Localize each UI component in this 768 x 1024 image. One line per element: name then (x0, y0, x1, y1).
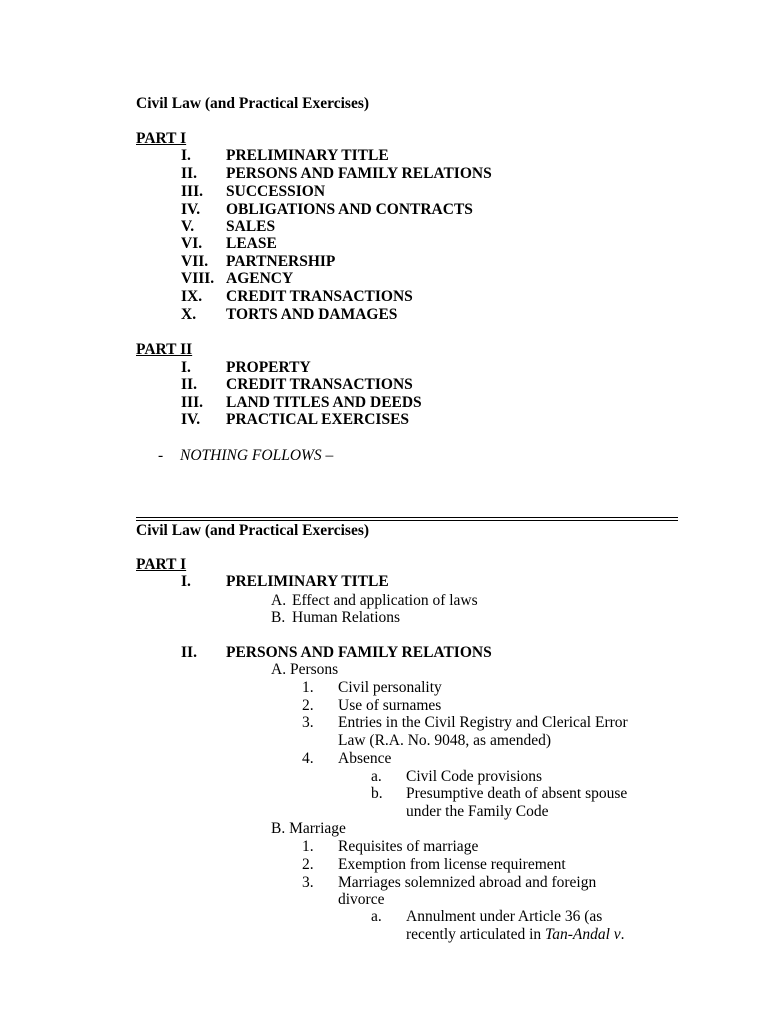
subsection-text: Effect and application of laws (292, 592, 478, 609)
subitem-letter: a. (371, 908, 382, 925)
outline-title: Civil Law (and Practical Exercises) (136, 95, 370, 112)
list-item-text: PARTNERSHIP (226, 253, 336, 270)
list-item-num: IX. (181, 288, 203, 305)
list-item-num: VII. (181, 253, 209, 270)
item-text: Entries in the Civil Registry and Clerical Error (338, 714, 628, 731)
subsection-label: A. Persons (271, 661, 339, 678)
section-heading: PRELIMINARY TITLE (226, 573, 389, 590)
item-text-continued: Law (R.A. No. 9048, as amended) (338, 732, 552, 749)
list-item-num: III. (181, 183, 203, 200)
list-item-text: CREDIT TRANSACTIONS (226, 376, 413, 393)
subsection-label: B. Marriage (271, 820, 346, 837)
list-item-num: X. (181, 306, 197, 323)
list-item-num: VI. (181, 235, 203, 252)
subitem-text-continued (406, 926, 625, 944)
list-item-num: IV. (181, 411, 201, 428)
section-num: II. (181, 644, 197, 661)
item-text: Absence (338, 750, 392, 767)
detail-title: Civil Law (and Practical Exercises) (136, 522, 370, 539)
subitem-text: Annulment under Article 36 (as (406, 908, 603, 925)
section-num: I. (181, 573, 191, 590)
list-item-text: LEASE (226, 235, 277, 252)
list-item-num: II. (181, 165, 197, 182)
list-item-text: AGENCY (226, 270, 294, 287)
subitem-letter: a. (371, 768, 382, 785)
item-num: 1. (302, 679, 314, 696)
subitem-text-plain: recently articulated in (406, 926, 546, 943)
outline-part2-label: PART II (136, 341, 193, 358)
list-item-text: SALES (226, 218, 276, 235)
list-item-text: PRACTICAL EXERCISES (226, 411, 410, 428)
subitem-text-end: . (620, 926, 625, 943)
list-item-num: I. (181, 147, 191, 164)
subitem-text-continued: under the Family Code (406, 803, 549, 820)
item-text: Exemption from license requirement (338, 856, 566, 873)
end-dash: - (158, 447, 164, 464)
list-item-num: II. (181, 376, 197, 393)
list-item-text: PRELIMINARY TITLE (226, 147, 389, 164)
list-item-text: PERSONS AND FAMILY RELATIONS (226, 165, 492, 182)
list-item-num: III. (181, 394, 203, 411)
subitem-letter: b. (371, 785, 383, 802)
case-name: Tan-Andal v (545, 926, 621, 943)
nothing-follows-note: NOTHING FOLLOWS – (180, 447, 334, 464)
item-text: Use of surnames (338, 697, 442, 714)
item-text: Civil personality (338, 679, 442, 696)
subsection-letter: A. (271, 592, 287, 609)
list-item-num: V. (181, 218, 195, 235)
subsection-text: Human Relations (292, 609, 401, 626)
item-num: 3. (302, 714, 314, 731)
subitem-text: Presumptive death of absent spouse (406, 785, 628, 802)
item-num: 4. (302, 750, 314, 767)
list-item-text: SUCCESSION (226, 183, 326, 200)
section-heading: PERSONS AND FAMILY RELATIONS (226, 644, 492, 661)
list-item-text: CREDIT TRANSACTIONS (226, 288, 413, 305)
subitem-text: Civil Code provisions (406, 768, 543, 785)
item-num: 3. (302, 874, 314, 891)
item-text-continued: divorce (338, 891, 385, 908)
list-item-text: LAND TITLES AND DEEDS (226, 394, 422, 411)
list-item-num: IV. (181, 201, 201, 218)
list-item-text: OBLIGATIONS AND CONTRACTS (226, 201, 473, 218)
item-num: 1. (302, 838, 314, 855)
divider-line-bottom (136, 520, 678, 521)
item-num: 2. (302, 856, 314, 873)
divider-line-top (136, 517, 678, 518)
list-item-num: VIII. (181, 270, 215, 287)
list-item-text: TORTS AND DAMAGES (226, 306, 398, 323)
item-num: 2. (302, 697, 314, 714)
outline-part1-label: PART I (136, 130, 187, 147)
detail-part-label: PART I (136, 556, 187, 573)
item-text: Marriages solemnized abroad and foreign (338, 874, 597, 891)
list-item-num: I. (181, 359, 191, 376)
subsection-letter: B. (271, 609, 286, 626)
item-text: Requisites of marriage (338, 838, 479, 855)
list-item-text: PROPERTY (226, 359, 311, 376)
